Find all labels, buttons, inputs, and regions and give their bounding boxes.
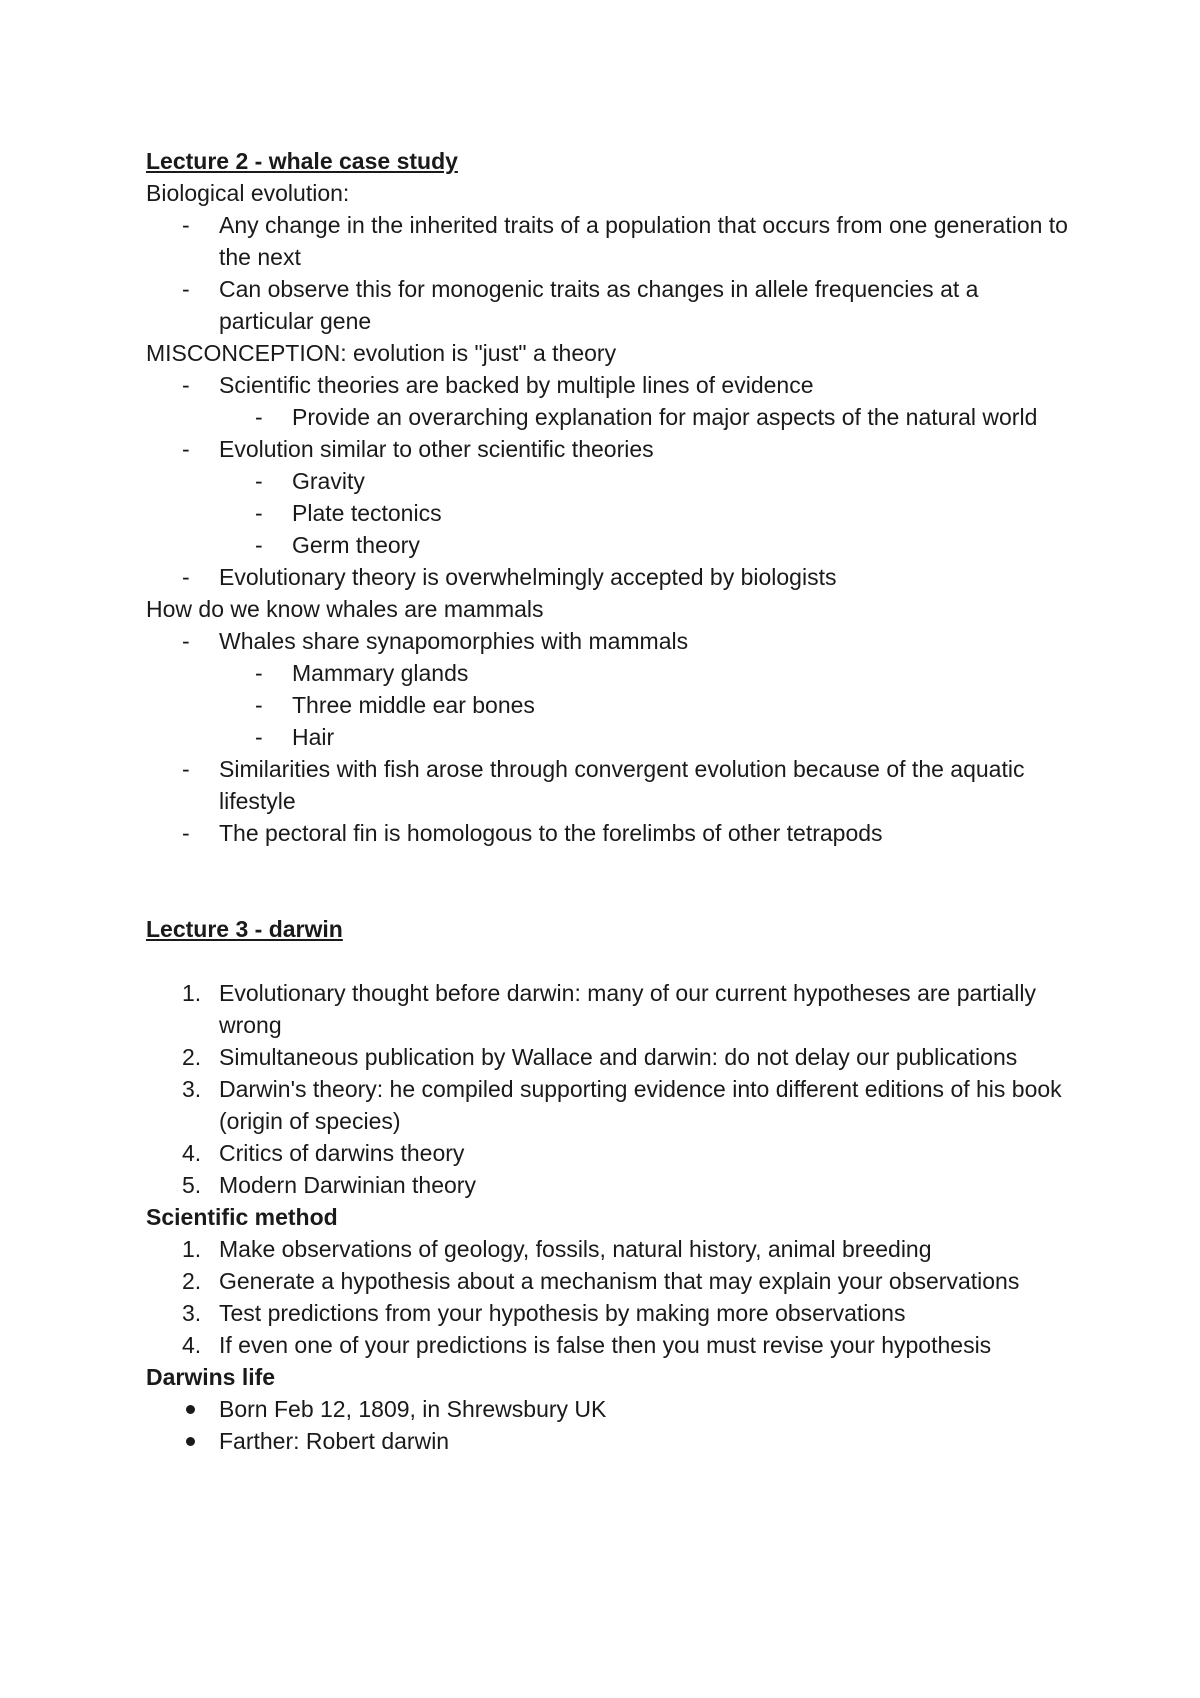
numbered-item: [146, 1233, 1076, 1265]
bullet-icon: [186, 1405, 195, 1414]
lecture-3-heading: Lecture 3 - darwin: [146, 916, 343, 942]
list-subitem: [146, 689, 1076, 721]
numbered-item: [146, 1329, 1076, 1361]
biological-evolution-label: Biological evolution:: [146, 180, 350, 206]
list-item-text: Three middle ear bones: [292, 692, 535, 718]
dash-marker: -: [182, 820, 190, 846]
darwins-life-heading: Darwins life: [146, 1364, 276, 1390]
dash-marker: -: [182, 436, 190, 462]
dash-marker: -: [182, 212, 190, 238]
bullet-item: [146, 1393, 1076, 1425]
number-marker: 2.: [182, 1044, 202, 1070]
number-marker: 3.: [182, 1300, 202, 1326]
list-item-text: Evolution similar to other scientific theories: [219, 436, 654, 462]
numbered-item: [146, 1169, 1076, 1201]
list-item-text: Plate tectonics: [292, 500, 442, 526]
list-item: [146, 561, 1076, 593]
list-item-text: Born Feb 12, 1809, in Shrewsbury UK: [219, 1396, 607, 1422]
list-item: [146, 753, 1076, 817]
list-item-text: Test predictions from your hypothesis by making more observations: [219, 1300, 906, 1326]
dash-marker: -: [255, 724, 263, 750]
number-marker: 4.: [182, 1140, 202, 1166]
section-spacer: [146, 945, 1076, 977]
number-marker: 2.: [182, 1268, 202, 1294]
misconception-label: MISCONCEPTION: evolution is "just" a theory: [146, 340, 617, 366]
whales-question: How do we know whales are mammals: [146, 596, 544, 622]
bullet-icon: [186, 1437, 195, 1446]
list-subitem: [146, 497, 1076, 529]
list-item-text: Modern Darwinian theory: [219, 1172, 476, 1198]
list-item-text: Can observe this for monogenic traits as changes in allele frequencies at a particular gene: [219, 276, 979, 334]
list-item-text: Scientific theories are backed by multiple lines of evidence: [219, 372, 814, 398]
scientific-method-heading: Scientific method: [146, 1204, 338, 1230]
dash-marker: -: [255, 660, 263, 686]
list-item-text: Farther: Robert darwin: [219, 1428, 450, 1454]
number-marker: 4.: [182, 1332, 202, 1358]
list-item-text: Provide an overarching explanation for major aspects of the natural world: [292, 404, 1038, 430]
list-item-text: Generate a hypothesis about a mechanism that may explain your observations: [219, 1268, 1020, 1294]
bullet-item: [146, 1425, 1076, 1457]
dash-marker: -: [255, 500, 263, 526]
numbered-item: [146, 1041, 1076, 1073]
dash-marker: -: [255, 468, 263, 494]
numbered-item: [146, 1073, 1076, 1137]
list-item-text: Simultaneous publication by Wallace and darwin: do not delay our publications: [219, 1044, 1018, 1070]
list-item-text: Whales share synapomorphies with mammals: [219, 628, 689, 654]
numbered-item: [146, 1137, 1076, 1169]
list-item-text: Similarities with fish arose through convergent evolution because of the aquatic lifestyle: [219, 756, 1025, 814]
list-item: [146, 273, 1076, 337]
numbered-item: [146, 1297, 1076, 1329]
list-item: [146, 817, 1076, 849]
list-item-text: Germ theory: [292, 532, 420, 558]
dash-marker: -: [182, 276, 190, 302]
list-item-text: Any change in the inherited traits of a population that occurs from one generation to the next: [219, 212, 1068, 270]
list-item-text: Darwin's theory: he compiled supporting evidence into different editions of his book (origin of species): [219, 1076, 1062, 1134]
dash-marker: -: [255, 692, 263, 718]
list-item-text: Gravity: [292, 468, 365, 494]
list-item-text: Hair: [292, 724, 335, 750]
list-item-text: Evolutionary thought before darwin: many of our current hypotheses are partially wrong: [219, 980, 1036, 1038]
list-item: [146, 209, 1076, 273]
list-item-text: If even one of your predictions is false then you must revise your hypothesis: [219, 1332, 992, 1358]
list-subitem: [146, 529, 1076, 561]
dash-marker: -: [182, 564, 190, 590]
dash-marker: -: [255, 404, 263, 430]
list-subitem: [146, 401, 1076, 433]
list-item: [146, 369, 1076, 401]
list-subitem: [146, 721, 1076, 753]
lecture-2-heading: Lecture 2 - whale case study: [146, 148, 458, 174]
list-subitem: [146, 657, 1076, 689]
list-subitem: [146, 465, 1076, 497]
numbered-item: [146, 977, 1076, 1041]
dash-marker: -: [182, 628, 190, 654]
list-item: [146, 625, 1076, 657]
dash-marker: -: [255, 532, 263, 558]
dash-marker: -: [182, 756, 190, 782]
list-item-text: Critics of darwins theory: [219, 1140, 465, 1166]
list-item-text: Evolutionary theory is overwhelmingly accepted by biologists: [219, 564, 837, 590]
section-spacer: [146, 849, 1076, 913]
number-marker: 1.: [182, 1236, 202, 1262]
list-item: [146, 433, 1076, 465]
list-item-text: Make observations of geology, fossils, natural history, animal breeding: [219, 1236, 932, 1262]
list-item-text: The pectoral fin is homologous to the forelimbs of other tetrapods: [219, 820, 883, 846]
dash-marker: -: [182, 372, 190, 398]
document-body: [146, 145, 1076, 1457]
number-marker: 5.: [182, 1172, 202, 1198]
number-marker: 3.: [182, 1076, 202, 1102]
numbered-item: [146, 1265, 1076, 1297]
list-item-text: Mammary glands: [292, 660, 469, 686]
number-marker: 1.: [182, 980, 202, 1006]
